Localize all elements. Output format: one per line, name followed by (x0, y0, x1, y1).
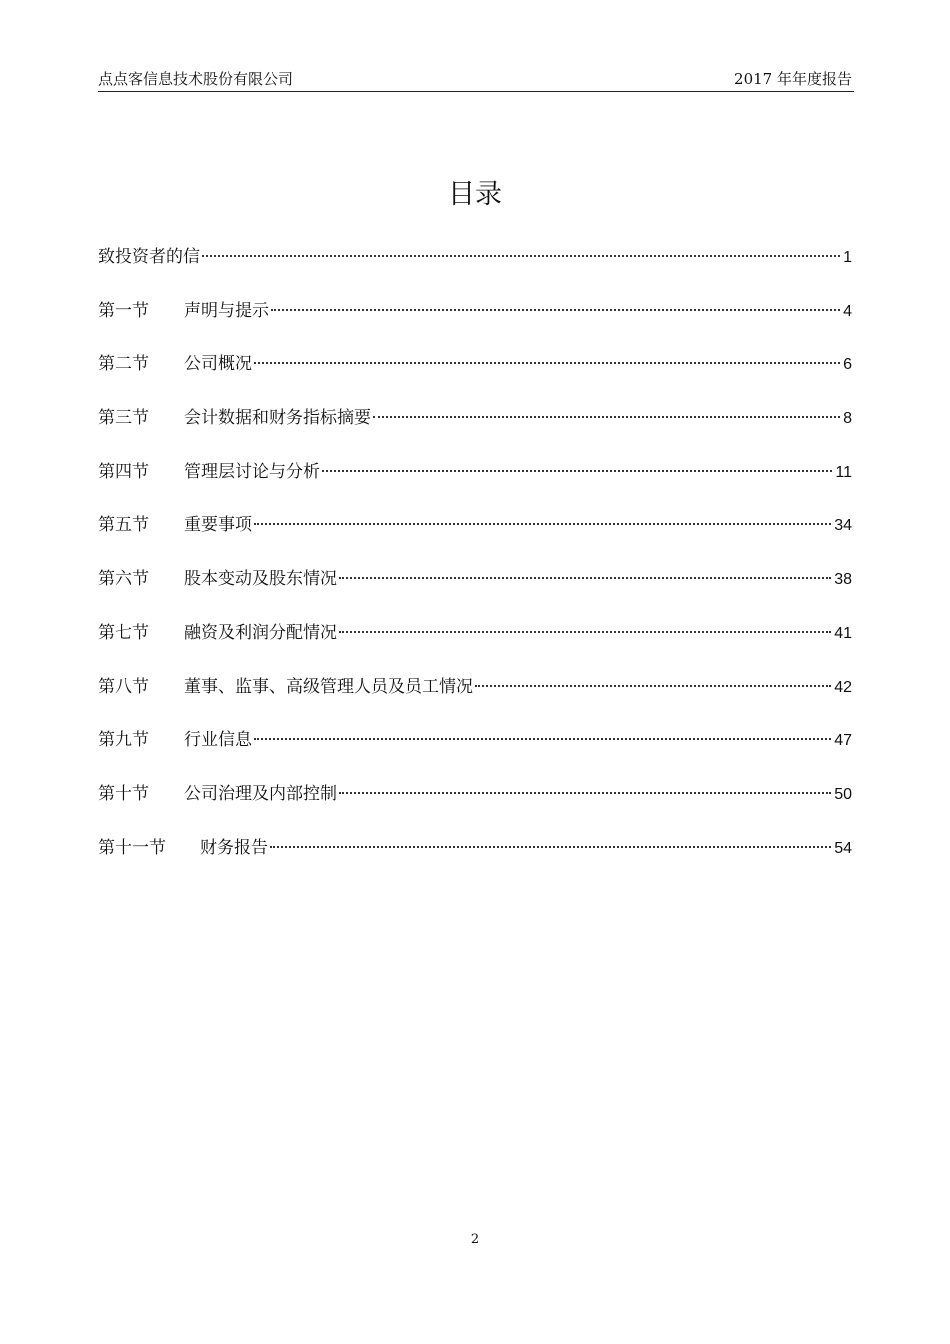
toc-section-label: 第八节 (98, 676, 149, 697)
toc-page-number: 4 (843, 302, 852, 320)
toc-section-label: 第三节 (98, 408, 149, 429)
toc-section-label: 第一节 (98, 300, 149, 321)
page-header (98, 66, 854, 92)
toc-entry-name: 公司概况 (184, 354, 252, 375)
toc-entry[interactable] (98, 723, 852, 777)
company-name: 点点客信息技术股份有限公司 (98, 70, 294, 88)
toc-entry[interactable] (98, 670, 852, 724)
toc-entry[interactable] (98, 562, 852, 616)
report-title: 2017 年年度报告 (734, 70, 852, 88)
toc-entry-name: 股本变动及股东情况 (184, 569, 337, 590)
toc-entry[interactable] (98, 831, 852, 885)
toc-page-number: 1 (843, 249, 852, 266)
toc-section-label: 第十一节 (98, 837, 166, 858)
toc-page-number: 11 (835, 463, 852, 481)
toc-entry[interactable] (98, 777, 852, 831)
toc-dot-leader (373, 416, 840, 418)
toc-page-number: 47 (834, 732, 852, 750)
toc-page-number: 8 (843, 410, 852, 428)
toc-section-label: 第七节 (98, 622, 149, 643)
toc-entry-name: 管理层讨论与分析 (184, 461, 320, 482)
toc-page-number: 50 (834, 785, 852, 803)
toc-dot-leader (322, 470, 832, 472)
toc-entry-name: 财务报告 (200, 837, 268, 858)
toc-page-number: 34 (834, 517, 852, 535)
toc-page-number: 6 (843, 356, 852, 374)
toc-entry[interactable] (98, 294, 852, 348)
toc-entry[interactable] (98, 347, 852, 401)
toc-entry[interactable] (98, 508, 852, 562)
toc-entry-name: 公司治理及内部控制 (184, 783, 337, 804)
toc-dot-leader (339, 577, 831, 579)
toc-section-label: 第六节 (98, 569, 149, 590)
toc-page-number: 42 (834, 678, 852, 696)
toc-title: 目录 (448, 179, 502, 210)
toc-dot-leader (339, 792, 831, 794)
toc-entry-name: 致投资者的信 (98, 247, 200, 267)
toc-dot-leader (339, 631, 831, 633)
toc-dot-leader (475, 685, 831, 687)
toc-entry-name: 行业信息 (184, 730, 252, 751)
toc-entry[interactable] (98, 240, 852, 294)
toc-section-label: 第九节 (98, 730, 149, 751)
toc-dot-leader (271, 309, 840, 311)
toc-entry-name: 重要事项 (184, 515, 252, 536)
toc-page-number: 38 (834, 571, 852, 589)
toc-dot-leader (254, 738, 831, 740)
table-of-contents (98, 240, 852, 884)
toc-entry[interactable] (98, 616, 852, 670)
toc-entry-name: 会计数据和财务指标摘要 (184, 408, 371, 429)
toc-page-number: 54 (834, 839, 852, 857)
toc-section-label: 第四节 (98, 461, 149, 482)
toc-dot-leader (254, 523, 831, 525)
toc-entry-name: 声明与提示 (184, 300, 269, 321)
toc-dot-leader (254, 362, 840, 364)
toc-page-number: 41 (834, 624, 852, 642)
toc-section-label: 第十节 (98, 783, 149, 804)
toc-entry[interactable] (98, 401, 852, 455)
toc-entry-name: 融资及利润分配情况 (184, 622, 337, 643)
toc-dot-leader (202, 255, 840, 257)
toc-entry-name: 董事、监事、高级管理人员及员工情况 (184, 676, 473, 697)
toc-dot-leader (270, 846, 831, 848)
page-number: 2 (470, 1232, 480, 1247)
toc-section-label: 第五节 (98, 515, 149, 536)
toc-section-label: 第二节 (98, 354, 149, 375)
toc-entry[interactable] (98, 455, 852, 509)
